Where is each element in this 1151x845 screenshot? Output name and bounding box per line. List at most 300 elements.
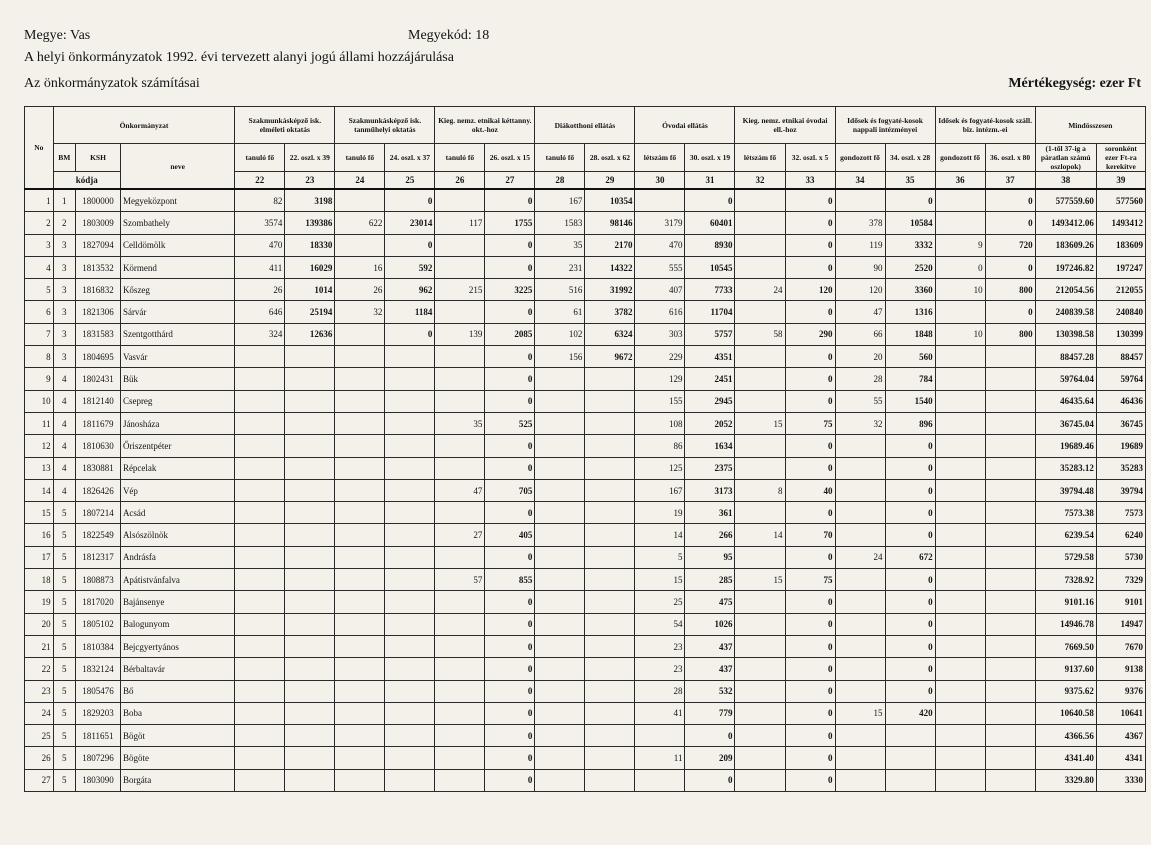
municipality-name: Bajánsenye (120, 591, 234, 613)
table-cell: 57 (435, 569, 485, 591)
table-cell (335, 189, 385, 212)
row-no: 26 (25, 747, 54, 769)
bm-code: 3 (53, 256, 75, 278)
header-bm: BM (53, 144, 75, 172)
header-neve: neve (120, 144, 234, 190)
table-cell: 10354 (585, 189, 635, 212)
header-no: No (25, 107, 54, 190)
table-cell: 35 (535, 234, 585, 256)
table-cell (935, 412, 985, 434)
table-cell: 6239.54 (1035, 524, 1096, 546)
table-cell (435, 346, 485, 368)
table-cell (385, 368, 435, 390)
table-cell (335, 635, 385, 657)
table-cell (285, 435, 335, 457)
table-cell: 54 (635, 613, 685, 635)
table-cell: 7573 (1096, 502, 1145, 524)
table-cell: 290 (785, 323, 835, 345)
table-cell (935, 346, 985, 368)
table-cell (585, 591, 635, 613)
table-cell: 1848 (885, 323, 935, 345)
bm-code: 2 (53, 212, 75, 234)
table-cell (935, 301, 985, 323)
table-cell: 6240 (1096, 524, 1145, 546)
group-header: Szakmunkásképző isk. elméleti oktatás (235, 107, 335, 144)
group-header: Mindösszesen (1035, 107, 1145, 144)
table-cell (585, 435, 635, 457)
row-no: 19 (25, 591, 54, 613)
table-cell: 0 (685, 189, 735, 212)
municipality-name: Megyeközpont (120, 189, 234, 212)
table-cell: 9101.16 (1035, 591, 1096, 613)
table-cell: 0 (485, 346, 535, 368)
table-cell (285, 725, 335, 747)
row-no: 12 (25, 435, 54, 457)
table-cell (985, 368, 1035, 390)
table-cell: 896 (885, 412, 935, 434)
table-cell (885, 769, 935, 791)
table-cell: 1184 (385, 301, 435, 323)
table-cell: 61 (535, 301, 585, 323)
ksh-code: 1810384 (76, 635, 121, 657)
table-cell: 784 (885, 368, 935, 390)
municipality-name: Vép (120, 479, 234, 501)
table-cell: 9672 (585, 346, 635, 368)
table-cell: 46436 (1096, 390, 1145, 412)
table-cell: 437 (685, 635, 735, 657)
table-cell (935, 747, 985, 769)
table-cell: 15 (635, 569, 685, 591)
table-cell: 197247 (1096, 256, 1145, 278)
table-cell (535, 412, 585, 434)
table-cell: 475 (685, 591, 735, 613)
table-cell: 25194 (285, 301, 335, 323)
table-row (25, 702, 1146, 724)
table-cell: 11 (635, 747, 685, 769)
table-row (25, 435, 1146, 457)
table-cell (985, 346, 1035, 368)
table-cell (985, 412, 1035, 434)
table-cell: 720 (985, 234, 1035, 256)
bm-code: 5 (53, 613, 75, 635)
table-cell (835, 479, 885, 501)
table-cell: 577559.60 (1035, 189, 1096, 212)
table-cell (335, 680, 385, 702)
table-cell: 0 (785, 189, 835, 212)
table-cell (935, 435, 985, 457)
table-cell: 0 (785, 635, 835, 657)
table-cell: 0 (885, 635, 935, 657)
table-cell (335, 747, 385, 769)
table-cell: 130399 (1096, 323, 1145, 345)
table-cell: 14947 (1096, 613, 1145, 635)
municipality-name: Szentgotthárd (120, 323, 234, 345)
column-number: 27 (485, 172, 535, 190)
table-row (25, 680, 1146, 702)
table-cell: 14 (735, 524, 785, 546)
row-no: 6 (25, 301, 54, 323)
table-cell (935, 680, 985, 702)
table-cell: 592 (385, 256, 435, 278)
ksh-code: 1831583 (76, 323, 121, 345)
row-no: 16 (25, 524, 54, 546)
table-cell (335, 368, 385, 390)
table-cell: 0 (485, 658, 535, 680)
table-cell: 646 (235, 301, 285, 323)
table-cell: 9101 (1096, 591, 1145, 613)
table-row (25, 279, 1146, 301)
table-cell (385, 479, 435, 501)
subheader: 24. oszl. x 37 (385, 144, 435, 172)
table-cell (235, 346, 285, 368)
table-cell (935, 189, 985, 212)
row-no: 2 (25, 212, 54, 234)
table-cell: 14322 (585, 256, 635, 278)
table-cell: 9376 (1096, 680, 1145, 702)
ksh-code: 1808873 (76, 569, 121, 591)
municipality-name: Acsád (120, 502, 234, 524)
table-cell: 41 (635, 702, 685, 724)
table-cell (235, 368, 285, 390)
table-cell: 25 (635, 591, 685, 613)
table-cell (985, 680, 1035, 702)
table-cell: 3225 (485, 279, 535, 301)
table-cell (735, 212, 785, 234)
table-cell (535, 591, 585, 613)
table-cell: 3574 (235, 212, 285, 234)
table-cell (435, 301, 485, 323)
table-cell (435, 435, 485, 457)
table-cell: 9 (935, 234, 985, 256)
table-cell: 212054.56 (1035, 279, 1096, 301)
table-cell: 0 (885, 658, 935, 680)
table-cell (585, 613, 635, 635)
table-cell: 36745.04 (1035, 412, 1096, 434)
table-cell (985, 569, 1035, 591)
column-number: 24 (335, 172, 385, 190)
table-cell: 125 (635, 457, 685, 479)
bm-code: 4 (53, 435, 75, 457)
ksh-code: 1807214 (76, 502, 121, 524)
subheader: tanuló fő (335, 144, 385, 172)
table-cell: 23 (635, 635, 685, 657)
table-row (25, 479, 1146, 501)
table-cell: 0 (985, 256, 1035, 278)
table-cell (735, 256, 785, 278)
table-cell (935, 479, 985, 501)
table-row (25, 569, 1146, 591)
table-cell: 10 (935, 279, 985, 301)
table-cell: 324 (235, 323, 285, 345)
table-cell: 622 (335, 212, 385, 234)
table-cell: 1755 (485, 212, 535, 234)
table-cell: 5730 (1096, 546, 1145, 568)
ksh-code: 1805102 (76, 613, 121, 635)
ksh-code: 1816832 (76, 279, 121, 301)
table-cell (985, 546, 1035, 568)
table-cell: 0 (485, 725, 535, 747)
table-cell: 28 (835, 368, 885, 390)
group-header: Diákotthoni ellátás (535, 107, 635, 144)
table-cell: 378 (835, 212, 885, 234)
column-number: 38 (1035, 172, 1096, 190)
table-cell (435, 502, 485, 524)
table-cell (985, 591, 1035, 613)
table-cell (735, 702, 785, 724)
table-cell: 35 (435, 412, 485, 434)
table-cell (435, 613, 485, 635)
ksh-code: 1812317 (76, 546, 121, 568)
group-header: Idősek és fogyaté-kosok nappali intézményei (835, 107, 935, 144)
table-cell: 560 (885, 346, 935, 368)
table-cell: 1493412.06 (1035, 212, 1096, 234)
table-cell: 39794.48 (1035, 479, 1096, 501)
table-cell: 75 (785, 569, 835, 591)
municipality-name: Celldömölk (120, 234, 234, 256)
table-cell (535, 435, 585, 457)
table-cell (335, 524, 385, 546)
table-cell: 0 (785, 256, 835, 278)
table-cell (535, 658, 585, 680)
table-cell: 303 (635, 323, 685, 345)
table-cell (285, 390, 335, 412)
table-cell (385, 658, 435, 680)
row-no: 4 (25, 256, 54, 278)
ksh-code: 1807296 (76, 747, 121, 769)
ksh-code: 1829203 (76, 702, 121, 724)
table-cell: 240840 (1096, 301, 1145, 323)
table-cell (585, 524, 635, 546)
table-cell: 102 (535, 323, 585, 345)
table-cell (585, 479, 635, 501)
group-header: Kieg. nemz. etnikai óvodai ell.-hoz (735, 107, 835, 144)
ksh-code: 1826426 (76, 479, 121, 501)
table-cell: 16029 (285, 256, 335, 278)
table-cell (585, 457, 635, 479)
ksh-code: 1827094 (76, 234, 121, 256)
table-cell (735, 546, 785, 568)
bm-code: 3 (53, 301, 75, 323)
table-cell: 0 (785, 212, 835, 234)
table-cell: 156 (535, 346, 585, 368)
table-cell (585, 502, 635, 524)
table-cell (935, 658, 985, 680)
municipality-name: Vasvár (120, 346, 234, 368)
table-cell: 0 (485, 502, 535, 524)
table-cell (535, 569, 585, 591)
table-cell: 525 (485, 412, 535, 434)
table-cell: 88457.28 (1035, 346, 1096, 368)
table-cell: 3332 (885, 234, 935, 256)
table-cell: 3198 (285, 189, 335, 212)
table-cell (735, 502, 785, 524)
table-row (25, 769, 1146, 791)
table-cell: 3329.80 (1035, 769, 1096, 791)
table-cell: 231 (535, 256, 585, 278)
table-cell (535, 502, 585, 524)
table-cell (985, 702, 1035, 724)
table-cell (235, 412, 285, 434)
table-cell (335, 658, 385, 680)
table-cell (935, 591, 985, 613)
table-cell (435, 747, 485, 769)
table-cell: 60401 (685, 212, 735, 234)
table-cell (935, 502, 985, 524)
table-cell (385, 412, 435, 434)
table-cell: 0 (485, 635, 535, 657)
municipality-name: Csepreg (120, 390, 234, 412)
table-cell: 0 (485, 368, 535, 390)
table-cell (935, 457, 985, 479)
table-cell: 0 (785, 680, 835, 702)
table-cell: 36745 (1096, 412, 1145, 434)
table-cell (235, 658, 285, 680)
column-number: 37 (985, 172, 1035, 190)
table-cell: 229 (635, 346, 685, 368)
table-cell: 139386 (285, 212, 335, 234)
table-cell: 20 (835, 346, 885, 368)
subheader: létszám fő (635, 144, 685, 172)
table-cell: 420 (885, 702, 935, 724)
table-cell: 1583 (535, 212, 585, 234)
table-cell (535, 546, 585, 568)
municipality-name: Répcelak (120, 457, 234, 479)
table-cell (235, 457, 285, 479)
bm-code: 1 (53, 189, 75, 212)
table-cell (585, 635, 635, 657)
table-cell: 155 (635, 390, 685, 412)
table-row (25, 234, 1146, 256)
table-cell: 59764 (1096, 368, 1145, 390)
table-cell: 1540 (885, 390, 935, 412)
table-cell (735, 301, 785, 323)
table-cell: 47 (435, 479, 485, 501)
table-cell (835, 457, 885, 479)
table-cell: 1026 (685, 613, 735, 635)
subheader: (1-től 37-ig a páratlan számú oszlopok) (1035, 144, 1096, 172)
table-cell (835, 747, 885, 769)
row-no: 7 (25, 323, 54, 345)
row-no: 23 (25, 680, 54, 702)
table-cell: 7329 (1096, 569, 1145, 591)
table-cell: 10640.58 (1035, 702, 1096, 724)
table-cell: 130398.58 (1035, 323, 1096, 345)
bm-code: 5 (53, 725, 75, 747)
table-cell (335, 412, 385, 434)
table-cell: 2375 (685, 457, 735, 479)
table-cell: 0 (785, 725, 835, 747)
table-cell: 12636 (285, 323, 335, 345)
table-cell: 11704 (685, 301, 735, 323)
table-cell: 0 (485, 435, 535, 457)
table-cell: 23014 (385, 212, 435, 234)
table-cell: 10545 (685, 256, 735, 278)
table-cell (735, 346, 785, 368)
table-cell (285, 457, 335, 479)
table-cell: 139 (435, 323, 485, 345)
municipality-name: Andrásfa (120, 546, 234, 568)
table-cell (385, 769, 435, 791)
ksh-code: 1832124 (76, 658, 121, 680)
table-cell: 129 (635, 368, 685, 390)
table-cell: 18330 (285, 234, 335, 256)
table-cell (535, 457, 585, 479)
table-cell (835, 613, 885, 635)
county-code: Megyekód: 18 (408, 28, 490, 43)
group-header: Kieg. nemz. etnikai kéttanny. okt.-hoz (435, 107, 535, 144)
table-row (25, 301, 1146, 323)
table-cell (435, 368, 485, 390)
table-cell (235, 613, 285, 635)
table-cell (235, 702, 285, 724)
table-cell (835, 591, 885, 613)
table-cell: 0 (785, 234, 835, 256)
bm-code: 5 (53, 591, 75, 613)
table-cell (735, 368, 785, 390)
table-cell: 14 (635, 524, 685, 546)
table-cell: 24 (835, 546, 885, 568)
table-row (25, 747, 1146, 769)
municipality-name: Sárvár (120, 301, 234, 323)
table-cell (585, 702, 635, 724)
table-cell (435, 769, 485, 791)
table-cell: 27 (435, 524, 485, 546)
table-cell (985, 479, 1035, 501)
table-cell: 3360 (885, 279, 935, 301)
bm-code: 4 (53, 479, 75, 501)
table-cell: 0 (885, 435, 935, 457)
table-cell: 39794 (1096, 479, 1145, 501)
table-cell (335, 546, 385, 568)
table-cell (585, 368, 635, 390)
group-header: Óvodai ellátás (635, 107, 735, 144)
table-cell (935, 769, 985, 791)
unit-label: Mértékegység: ezer Ft (1008, 76, 1141, 91)
bm-code: 3 (53, 234, 75, 256)
table-cell: 15 (735, 412, 785, 434)
table-cell (735, 635, 785, 657)
row-no: 27 (25, 769, 54, 791)
ksh-code: 1822549 (76, 524, 121, 546)
table-cell (835, 435, 885, 457)
table-cell (385, 725, 435, 747)
row-no: 17 (25, 546, 54, 568)
table-cell: 0 (885, 457, 935, 479)
table-cell (835, 769, 885, 791)
row-no: 3 (25, 234, 54, 256)
table-cell (735, 189, 785, 212)
table-cell (735, 725, 785, 747)
table-cell (835, 502, 885, 524)
subheader: soronként ezer Ft-ra kerekítve (1096, 144, 1145, 172)
table-cell: 120 (785, 279, 835, 301)
row-no: 5 (25, 279, 54, 301)
table-cell (635, 189, 685, 212)
table-cell (535, 390, 585, 412)
table-cell: 0 (985, 212, 1035, 234)
table-cell (885, 725, 935, 747)
table-cell: 24 (735, 279, 785, 301)
bm-code: 4 (53, 390, 75, 412)
table-cell: 2520 (885, 256, 935, 278)
municipality-name: Őriszentpéter (120, 435, 234, 457)
table-cell (435, 591, 485, 613)
table-cell: 407 (635, 279, 685, 301)
municipality-name: Körmend (120, 256, 234, 278)
table-cell: 70 (785, 524, 835, 546)
table-cell: 9375.62 (1035, 680, 1096, 702)
row-no: 10 (25, 390, 54, 412)
